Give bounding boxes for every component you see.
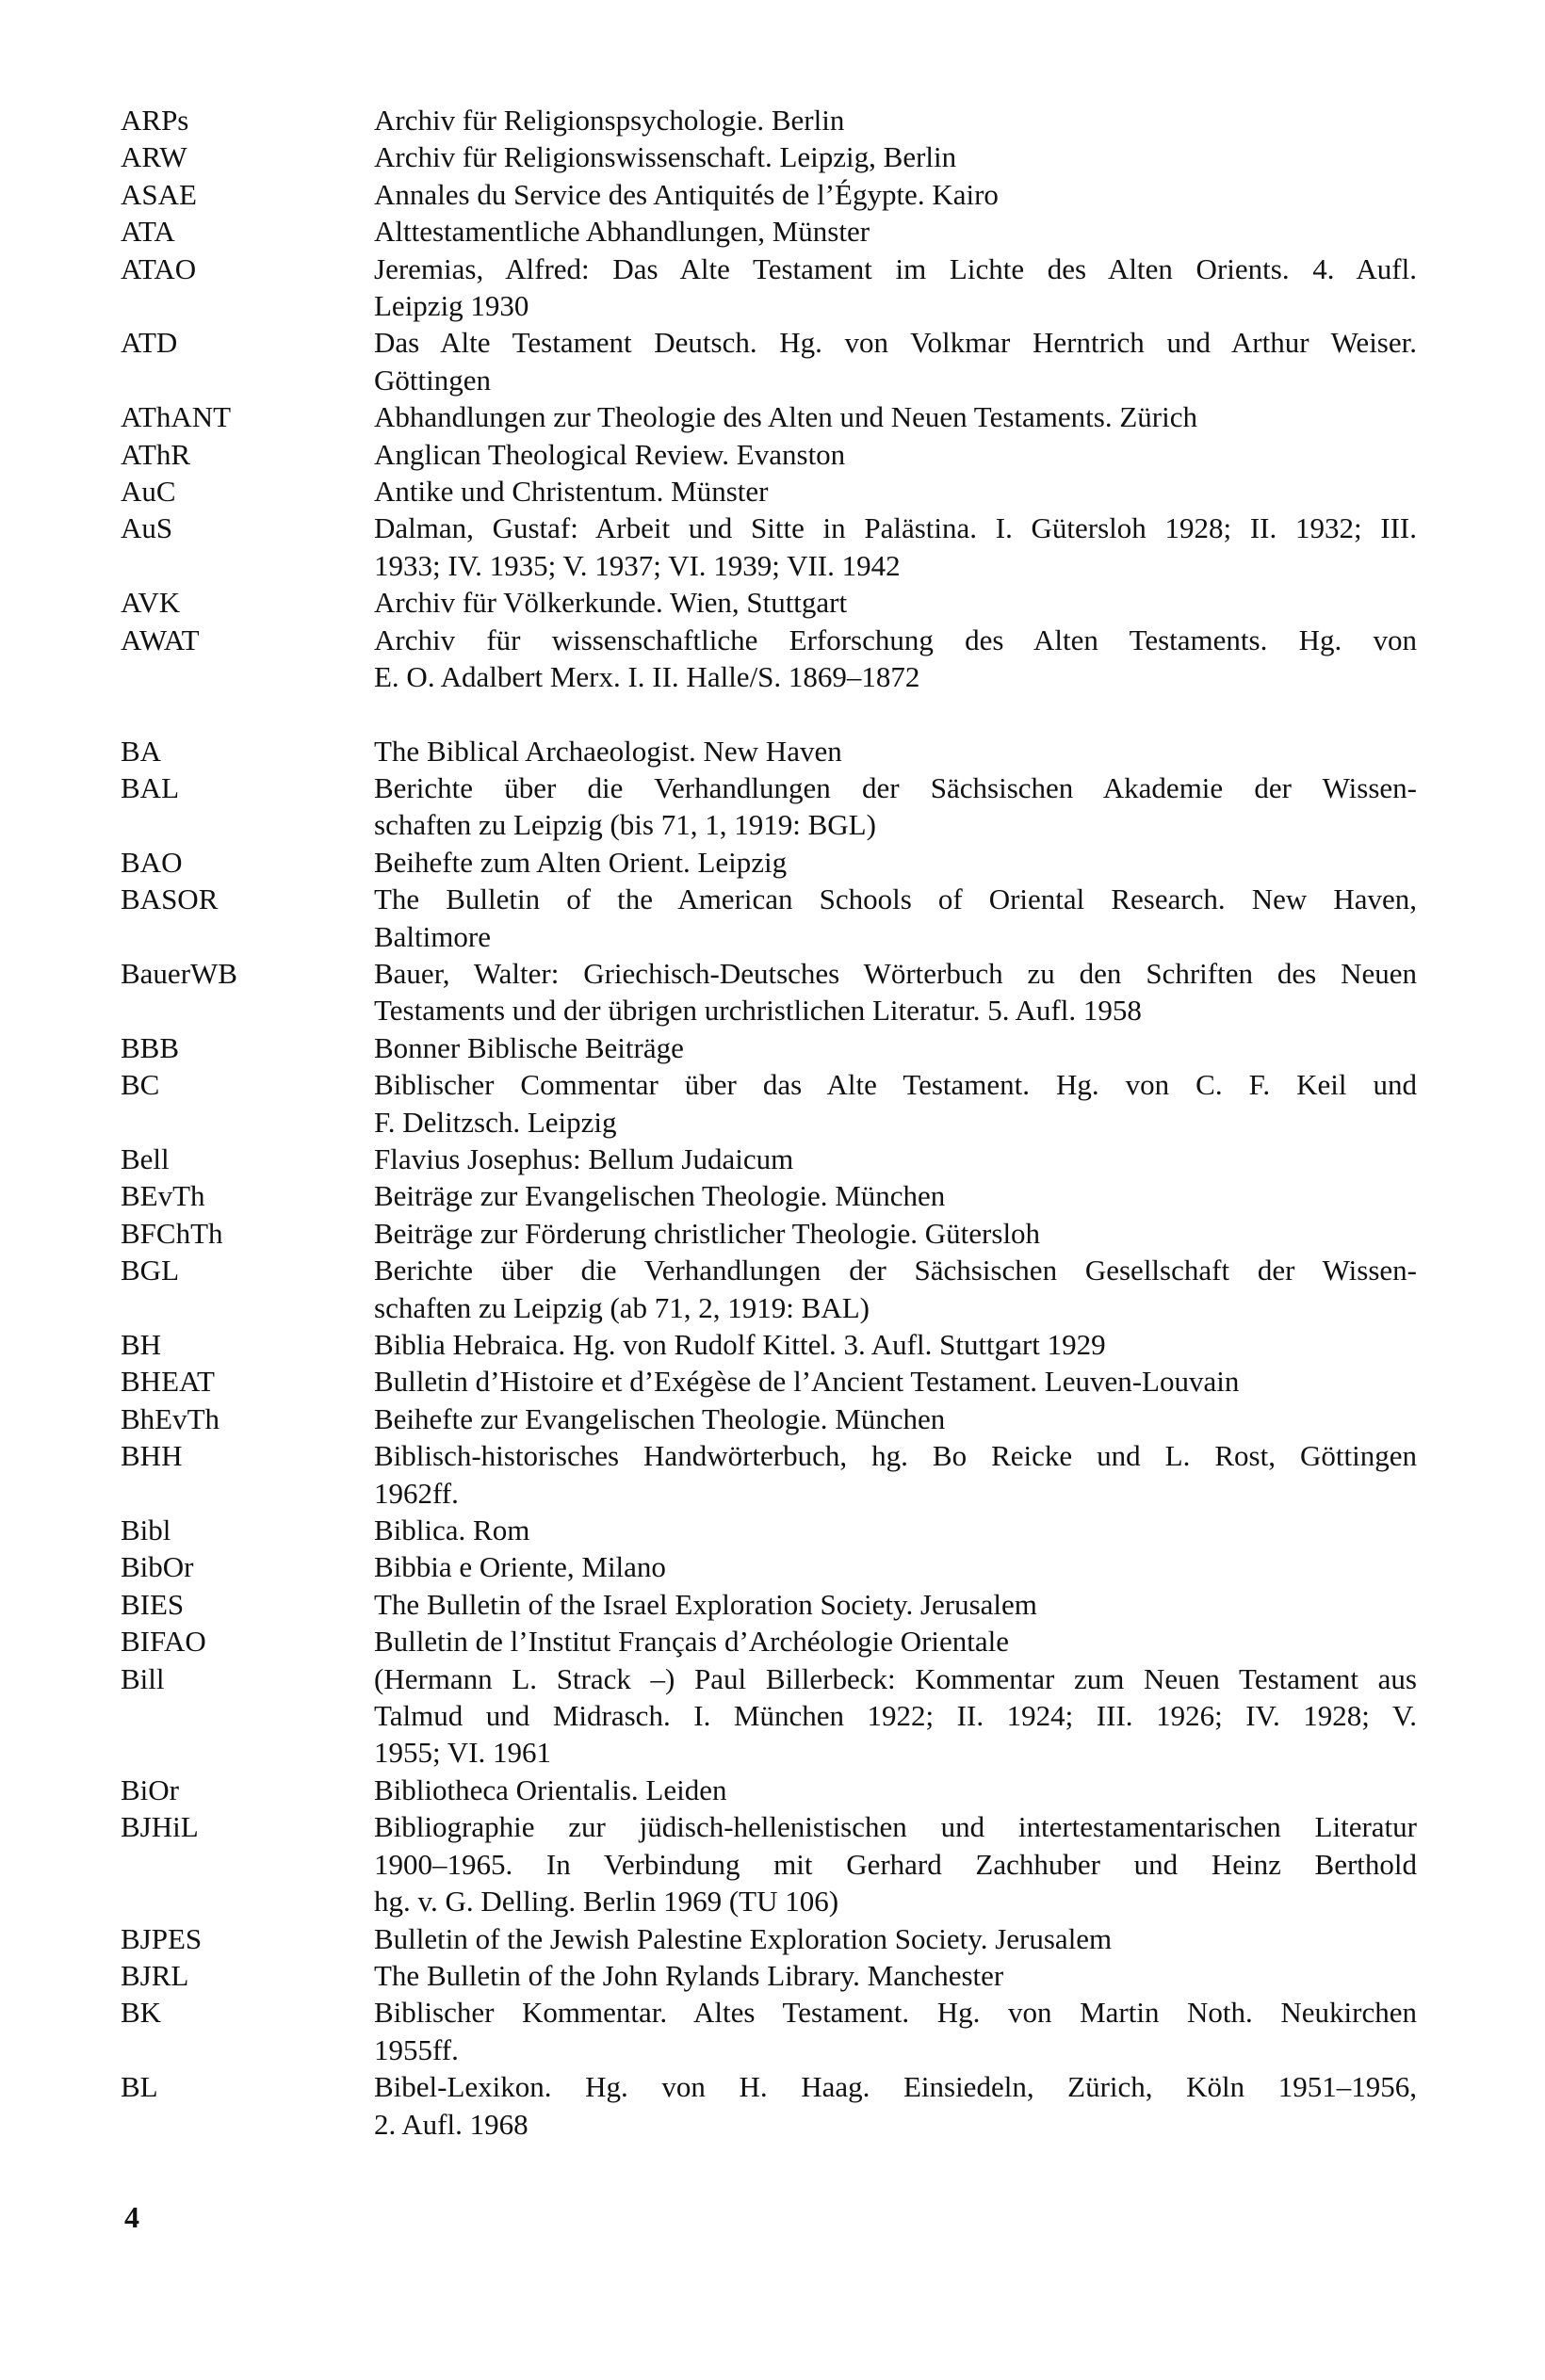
abbreviation-description [374,955,1417,1029]
description-line: The Biblical Archaeologist. New Haven [374,734,842,768]
abbreviation-description [374,510,1417,584]
abbreviation-description [374,1363,1417,1400]
description-line: Biblischer Commentar über das Alte Testament. Hg. von C. F. Keil und [374,1068,1417,1102]
description-line: Flavius Josephus: Bellum Judaicum [374,1141,794,1175]
abbreviation-description [374,1920,1417,1957]
abbreviation: BL [121,2070,158,2104]
abbreviation: BHH [121,1439,183,1473]
abbreviation-entry [121,1512,1417,1548]
description-line: Bulletin d’Histoire et d’Exégèse de l’Ancient Testament. Leuven-Louvain [374,1365,1240,1399]
description-line: 1962ff. [374,1476,459,1510]
abbreviation-entry [121,881,1417,955]
description-line: Biblisch-historisches Handwörterbuch, hg. Bo Reicke und L. Rost, Göttingen [374,1439,1417,1473]
description-line: Das Alte Testament Deutsch. Hg. von Volkmar Herntrich und Arthur Weiser. [374,326,1417,360]
description-line: Biblia Hebraica. Hg. von Rudolf Kittel. 3. Aufl. Stuttgart 1929 [374,1328,1106,1361]
abbreviation-entry [121,733,1417,769]
description-line: 2. Aufl. 1968 [374,2107,529,2141]
abbreviation-description [374,1994,1417,2068]
description-line: Annales du Service des Antiquités de l’Égypte. Kairo [374,177,999,211]
abbreviation-entry [121,955,1417,1029]
abbreviation: ARW [121,140,187,174]
abbreviation-description [374,1660,1417,1772]
abbreviation-entry [121,1141,1417,1177]
abbreviation: Bibl [121,1514,171,1547]
description-line: Beiträge zur Evangelischen Theologie. München [374,1179,946,1213]
description-line: (Hermann L. Strack –) Paul Billerbeck: Kommentar zum Neuen Testament aus [374,1661,1417,1695]
abbreviation-description [374,1400,1417,1437]
description-line: E. O. Adalbert Merx. I. II. Halle/S. 1869–1872 [374,660,920,694]
abbreviation: BJRL [121,1958,189,1992]
abbreviation: BEvTh [121,1179,205,1213]
abbreviation-entry [121,1586,1417,1623]
abbreviation-description [374,844,1417,881]
abbreviation: AVK [121,586,181,620]
description-line: schaften zu Leipzig (ab 71, 2, 1919: BAL) [374,1290,870,1324]
abbreviation-entry [121,138,1417,175]
description-line: Beihefte zum Alten Orient. Leipzig [374,845,788,879]
page-number: 4 [124,2200,139,2234]
abbreviation: AThR [121,437,191,471]
abbreviation-entry [121,1623,1417,1660]
abbreviation: AWAT [121,623,200,656]
description-line: Bibbia e Oriente, Milano [374,1550,666,1584]
description-line: 1933; IV. 1935; V. 1937; VI. 1939; VII. 1942 [374,548,901,582]
abbreviation-description [374,769,1417,844]
abbreviation: Bill [121,1661,165,1695]
abbreviation: BGL [121,1254,179,1287]
abbreviation-description [374,1512,1417,1548]
description-line: Bibel-Lexikon. Hg. von H. Haag. Einsiedeln, Zürich, Köln 1951–1956, [374,2070,1417,2104]
abbreviation-entry [121,1808,1417,1919]
abbreviation-entry [121,473,1417,510]
abbreviation: BFChTh [121,1216,223,1250]
abbreviation-entry [121,622,1417,696]
description-line: Archiv für Religionswissenschaft. Leipzig, Berlin [374,140,957,174]
description-line: Leipzig 1930 [374,289,529,323]
description-line: Bulletin de l’Institut Français d’Archéologie Orientale [374,1625,1010,1659]
abbreviation-description [374,1957,1417,1994]
abbreviation-entry [121,510,1417,584]
abbreviation-description [374,473,1417,510]
abbreviation-description [374,1326,1417,1363]
description-line: Göttingen [374,363,491,397]
abbreviation: BHEAT [121,1365,215,1399]
description-line: Antike und Christentum. Münster [374,475,769,509]
abbreviation-entry [121,1363,1417,1400]
abbreviation: BAL [121,770,179,804]
abbreviation: BASOR [121,882,219,916]
abbreviation-entry [121,324,1417,398]
abbreviation-entry [121,398,1417,435]
abbreviation: BK [121,1996,162,2030]
abbreviation-description [374,1586,1417,1623]
abbreviation-entry [121,2068,1417,2143]
abbreviation-description [374,1623,1417,1660]
abbreviation-description [374,398,1417,435]
abbreviation-entry [121,1029,1417,1066]
description-line: F. Delitzsch. Leipzig [374,1105,617,1139]
description-line: schaften zu Leipzig (bis 71, 1, 1919: BGL) [374,808,876,842]
abbreviation-entry [121,102,1417,138]
description-line: Abhandlungen zur Theologie des Alten und Neuen Testaments. Zürich [374,400,1197,434]
description-line: 1955; VI. 1961 [374,1736,552,1770]
abbreviation: BibOr [121,1550,194,1584]
abbreviation-description [374,102,1417,138]
abbreviation: BIFAO [121,1625,206,1659]
abbreviation-description [374,138,1417,175]
abbreviation: ASAE [121,177,197,211]
abbreviation-description [374,1772,1417,1808]
abbreviation-description [374,213,1417,250]
description-line: Berichte über die Verhandlungen der Sächsischen Akademie der Wissen- [374,770,1417,804]
abbreviation-section [121,102,1417,696]
abbreviation-entry [121,1326,1417,1363]
description-line: Bauer, Walter: Griechisch-Deutsches Wörterbuch zu den Schriften des Neuen [374,956,1417,990]
abbreviation-entry [121,1660,1417,1772]
abbreviation-description [374,324,1417,398]
description-line: Bonner Biblische Beiträge [374,1030,684,1064]
abbreviation-list [121,102,1417,2179]
abbreviation: BC [121,1068,160,1102]
description-line: hg. v. G. Delling. Berlin 1969 (TU 106) [374,1885,839,1919]
abbreviation: Bell [121,1141,170,1175]
abbreviation-description [374,251,1417,325]
description-line: Bulletin of the Jewish Palestine Exploration Society. Jerusalem [374,1921,1113,1955]
description-line: Biblica. Rom [374,1514,530,1547]
abbreviation-description [374,1177,1417,1214]
abbreviation-entry [121,1994,1417,2068]
abbreviation: BJHiL [121,1810,199,1844]
description-line: The Bulletin of the Israel Exploration Society. Jerusalem [374,1587,1037,1621]
description-line: Beihefte zur Evangelischen Theologie. München [374,1401,946,1435]
abbreviation-entry [121,176,1417,213]
description-line: The Bulletin of the John Rylands Library. Manchester [374,1958,1004,1992]
abbreviation: BauerWB [121,956,237,990]
abbreviation: ATD [121,326,178,360]
abbreviation: ATAO [121,251,197,285]
description-line: Biblischer Kommentar. Altes Testament. Hg. von Martin Noth. Neukirchen [374,1996,1417,2030]
abbreviation-entry [121,1957,1417,1994]
abbreviation: AThANT [121,400,232,434]
abbreviation: ATA [121,215,175,249]
abbreviation-entry [121,1437,1417,1512]
abbreviation: BA [121,734,162,768]
abbreviation-description [374,1808,1417,1919]
abbreviation: AuC [121,475,176,509]
description-line: Testaments und der übrigen urchristlichen Literatur. 5. Aufl. 1958 [374,994,1142,1028]
abbreviation: BH [121,1328,162,1361]
abbreviation-section [121,733,1417,2143]
abbreviation: AuS [121,511,173,545]
description-line: Archiv für wissenschaftliche Erforschung des Alten Testaments. Hg. von [374,623,1417,656]
abbreviation-entry [121,436,1417,473]
abbreviation-description [374,1252,1417,1326]
abbreviation: ARPs [121,104,189,137]
abbreviation-entry [121,1920,1417,1957]
abbreviation-description [374,584,1417,621]
abbreviation-description [374,881,1417,955]
description-line: Berichte über die Verhandlungen der Sächsischen Gesellschaft der Wissen- [374,1254,1417,1287]
abbreviation-description [374,1548,1417,1585]
description-line: Beiträge zur Förderung christlicher Theologie. Gütersloh [374,1216,1041,1250]
description-line: Archiv für Religionspsychologie. Berlin [374,104,845,137]
description-line: Alttestamentliche Abhandlungen, Münster [374,215,870,249]
abbreviation-entry [121,844,1417,881]
abbreviation-description [374,733,1417,769]
abbreviation-entry [121,1215,1417,1252]
abbreviation-description [374,1029,1417,1066]
description-line: Talmud und Midrasch. I. München 1922; II. 1924; III. 1926; IV. 1928; V. [374,1699,1417,1733]
description-line: Archiv für Völkerkunde. Wien, Stuttgart [374,586,848,620]
abbreviation-entry [121,769,1417,844]
abbreviation: BIES [121,1587,185,1621]
abbreviation-entry [121,1066,1417,1141]
abbreviation-entry [121,1252,1417,1326]
description-line: Jeremias, Alfred: Das Alte Testament im Lichte des Alten Orients. 4. Aufl. [374,251,1417,285]
abbreviation-description [374,1141,1417,1177]
abbreviation-entry [121,1548,1417,1585]
abbreviation-entry [121,1400,1417,1437]
description-line: The Bulletin of the American Schools of Oriental Research. New Haven, [374,882,1417,916]
abbreviation-entry [121,1772,1417,1808]
abbreviation: BJPES [121,1921,203,1955]
abbreviation-entry [121,584,1417,621]
abbreviation-description [374,176,1417,213]
abbreviation: BiOr [121,1773,179,1806]
abbreviation-entry [121,1177,1417,1214]
description-line: Baltimore [374,919,491,953]
description-line: Bibliotheca Orientalis. Leiden [374,1773,727,1806]
abbreviation-entry [121,251,1417,325]
description-line: Anglican Theological Review. Evanston [374,437,846,471]
description-line: Dalman, Gustaf: Arbeit und Sitte in Palästina. I. Gütersloh 1928; II. 1932; III. [374,511,1417,545]
abbreviation-description [374,1066,1417,1141]
abbreviation-description [374,1437,1417,1512]
abbreviation-description [374,1215,1417,1252]
abbreviation-entry [121,213,1417,250]
description-line: Bibliographie zur jüdisch-hellenistischen und intertestamentarischen Literatur [374,1810,1417,1844]
description-line: 1900–1965. In Verbindung mit Gerhard Zachhuber und Heinz Berthold [374,1847,1417,1881]
description-line: 1955ff. [374,2032,459,2066]
abbreviation-description [374,622,1417,696]
abbreviation-description [374,436,1417,473]
abbreviation: BAO [121,845,183,879]
abbreviation: BBB [121,1030,180,1064]
abbreviation-description [374,2068,1417,2143]
abbreviation: BhEvTh [121,1401,220,1435]
